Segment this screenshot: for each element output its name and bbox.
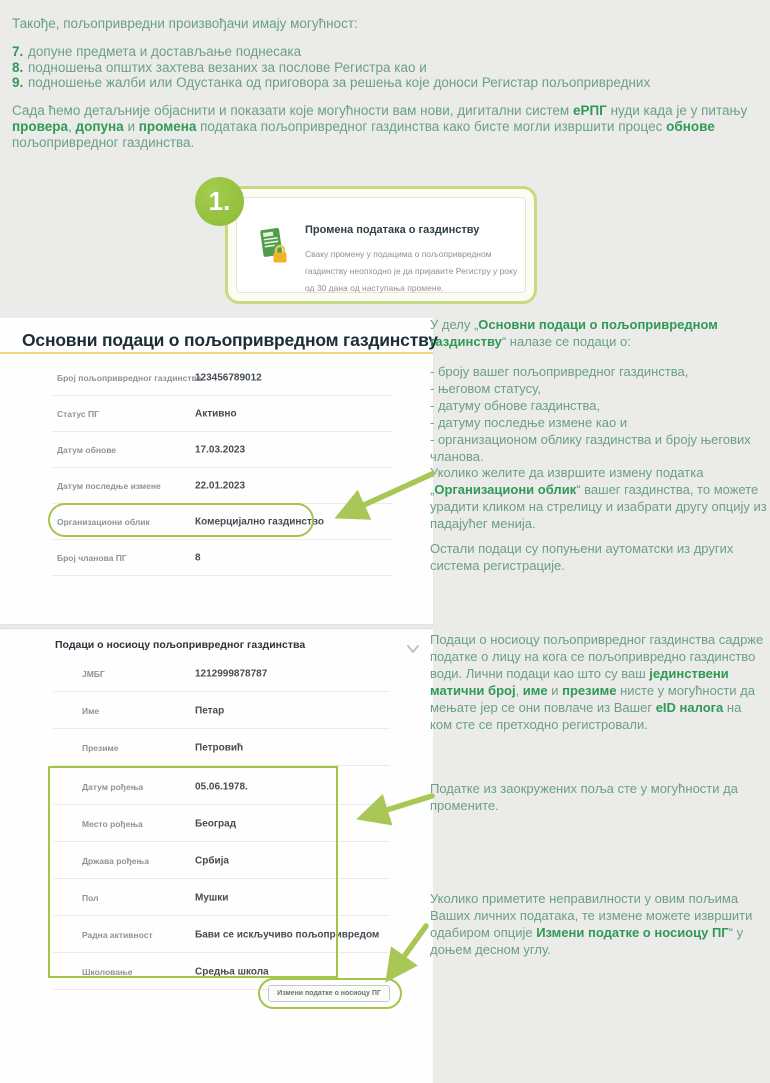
annotation-org-change: Уколико желите да извршите измену податка „Организациони облик“ вашег газдинства, то можете урадити кликом на стрелицу и изабрати другу опцију из падајућег менија. bbox=[430, 465, 767, 531]
bullet-line: - датуму последње измене као и bbox=[430, 415, 628, 430]
arrow-to-org-field-icon bbox=[320, 466, 438, 530]
holder-form-title: Подаци о носиоцу пољопривредног газдинства bbox=[55, 639, 306, 651]
row-value: Комерцијално газдинство bbox=[195, 516, 324, 528]
personal-fields-highlight-outline bbox=[48, 766, 338, 978]
row-label: Датум обнове bbox=[57, 445, 117, 455]
holder-form-rows bbox=[0, 655, 433, 766]
row-value: Београд bbox=[195, 818, 237, 829]
annotation-auto-filled: Остали подаци су попуњени аутоматски из других система регистрације. bbox=[430, 541, 734, 573]
arrow-to-edit-button-icon bbox=[372, 920, 434, 990]
annotation-bullets bbox=[430, 363, 766, 465]
step-card bbox=[225, 186, 537, 304]
row-label: Број чланова ПГ bbox=[57, 553, 127, 563]
row-label: Датум рођења bbox=[82, 781, 144, 792]
row-label: Име bbox=[82, 705, 100, 716]
list-item bbox=[12, 75, 650, 91]
item-text: подношење жалби или Одустанка од приговора за решења које доноси Регистар пољопривредних bbox=[28, 75, 651, 90]
row-value: 22.01.2023 bbox=[195, 480, 246, 492]
row-separator bbox=[52, 575, 392, 576]
item-number: 8. bbox=[12, 59, 24, 75]
form-row bbox=[0, 432, 433, 468]
row-label: Место рођења bbox=[82, 818, 143, 829]
list-item bbox=[12, 44, 650, 60]
row-label: Број пољопривредног газдинства bbox=[57, 373, 202, 383]
row-label: Пол bbox=[82, 892, 99, 903]
item-number: 7. bbox=[12, 44, 24, 59]
org-oblik-highlight-outline bbox=[48, 503, 314, 537]
annotation-circled-fields: Податке из заокружених поља сте у могућности да промените. bbox=[430, 781, 738, 813]
numbered-list bbox=[12, 44, 650, 91]
title-underline bbox=[0, 352, 433, 354]
form-row bbox=[0, 729, 433, 766]
row-value: Србија bbox=[195, 855, 229, 866]
annotation-edit-option: Уколико приметите неправилности у овим пољима Ваших личних података, те измене можете извршити одабиром опције Измени податке о носиоцу ПГ“ у доњем десном углу. bbox=[430, 891, 753, 957]
row-label: Датум последње измене bbox=[57, 481, 161, 491]
chevron-down-icon[interactable] bbox=[406, 641, 420, 651]
row-label: Организациони облик bbox=[57, 517, 150, 527]
document-lock-icon bbox=[259, 226, 289, 271]
item-text: подношења општих захтева везаних за послове Регистра као и bbox=[28, 59, 427, 75]
intro-paragraph: Сада ћемо детаљније објаснити и показати које могућности вам нови, дигитални систем еРПГ нуди када је у питању провера, допуна и промена података пољопривредног газдинства како бисте могли извршити процес обнове пољопривредног газдинства. bbox=[12, 103, 748, 150]
bullet-line: - његовом статусу, bbox=[430, 381, 541, 396]
row-label: Статус ПГ bbox=[57, 409, 99, 419]
row-value: 1212999878787 bbox=[195, 668, 268, 679]
row-value: Мушки bbox=[195, 892, 229, 903]
annotation-basic-intro: У делу „Основни подаци о пољопривредном газдинству“ налазе се подаци о: bbox=[430, 317, 718, 349]
annotation-holder-info: Подаци о носиоцу пољопривредног газдинства садрже податке о лицу на кога се пољопривредно газдинство води. Лични подаци као што су ваш јединствени матични број, име и презиме нисте у могућности да мењате јер се они повлаче из Вашег eID налога на ком сте се претходно регистровали. bbox=[430, 632, 764, 732]
item-number: 9. bbox=[12, 75, 24, 90]
step-card-title: Промена података о газдинству bbox=[305, 224, 480, 236]
form-row bbox=[0, 396, 433, 432]
row-label: Школовање bbox=[82, 966, 133, 977]
bullet-line: - датуму обнове газдинства, bbox=[430, 398, 601, 413]
row-value: 8 bbox=[195, 552, 201, 564]
list-item bbox=[12, 60, 650, 76]
form-row bbox=[0, 360, 433, 396]
row-label: ЈМБГ bbox=[82, 668, 105, 679]
holder-form-panel bbox=[0, 628, 433, 1083]
basic-form-title: Основни подаци о пољопривредном газдинству bbox=[22, 330, 438, 350]
row-value: 17.03.2023 bbox=[195, 444, 246, 456]
form-row bbox=[0, 655, 433, 692]
edit-holder-button[interactable]: Измени податке о носиоцу ПГ bbox=[268, 985, 390, 1002]
arrow-to-circled-fields-icon bbox=[346, 788, 438, 830]
bullet-line: - броју вашег пољопривредног газдинства, bbox=[430, 364, 689, 379]
step-card-body: Сваку промену у подацима о пољопривредном газдинству неопходно је да пријавите Регистру у року од 30 дана од наступања промене. bbox=[305, 249, 518, 293]
row-value: Петровић bbox=[195, 742, 244, 753]
item-text: допуне предмета и достављање поднесака bbox=[28, 44, 302, 59]
row-value: Петар bbox=[195, 705, 225, 716]
row-value: Активно bbox=[195, 408, 237, 420]
row-value: Средња школа bbox=[195, 966, 269, 977]
row-value: 05.06.1978. bbox=[195, 781, 248, 792]
row-label: Презиме bbox=[82, 742, 119, 753]
form-row bbox=[0, 540, 433, 576]
step-number-badge: 1. bbox=[195, 177, 244, 226]
step-card-inner bbox=[236, 197, 526, 293]
row-label: Држава рођења bbox=[82, 855, 149, 866]
bullet-line: - организационом облику газдинства и броју његових чланова. bbox=[430, 432, 751, 464]
row-value: 123456789012 bbox=[195, 372, 262, 384]
row-value: Бави се искључиво пољопривредом bbox=[195, 929, 380, 940]
row-label: Радна активност bbox=[82, 929, 153, 940]
intro-lead: Такође, пољопривредни произвођачи имају могућност: bbox=[12, 16, 358, 31]
form-row bbox=[0, 692, 433, 729]
